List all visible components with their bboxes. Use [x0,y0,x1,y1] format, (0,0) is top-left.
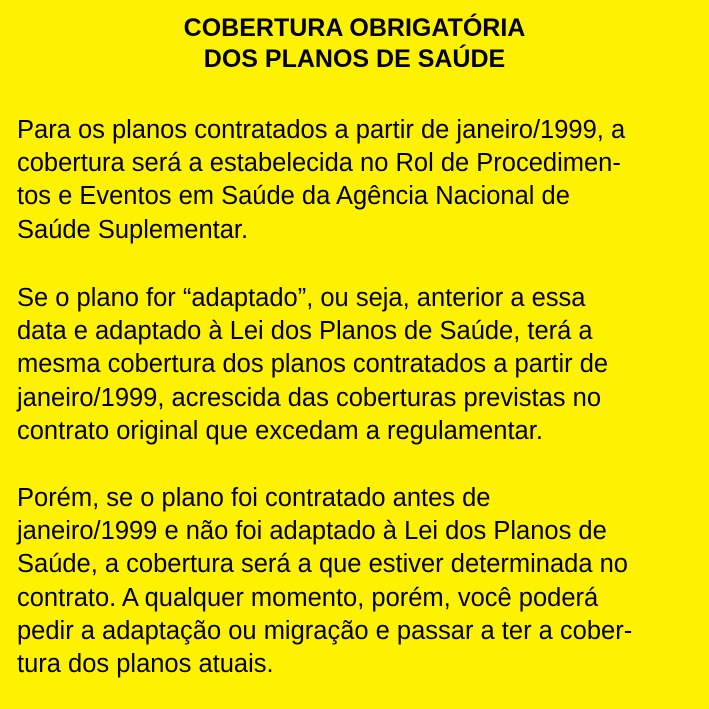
paragraph-adapted-plans [17,282,707,448]
paragraph-line: Se o plano for “adaptado”, ou seja, anterior a essa [17,284,586,312]
title-line-1: COBERTURA OBRIGATÓRIA [183,14,526,42]
paragraph-line: janeiro/1999, acrescida das coberturas previstas no [17,383,601,412]
page-title [0,13,709,75]
paragraph-new-plans [17,114,707,247]
paragraph-line: Saúde Suplementar. [17,215,249,244]
paragraph-line: contrato original que excedam a regulamentar. [17,416,543,445]
paragraph-line: cobertura será a estabelecida no Rol de Procedimen- [17,149,621,178]
paragraph-line: data e adaptado à Lei dos Planos de Saúde, terá a [17,317,593,346]
paragraph-line: contrato. A qualquer momento, porém, você poderá [17,583,599,612]
paragraph-old-plans [17,482,707,681]
paragraph-line: pedir a adaptação ou migração e passar a ter a cober- [17,616,633,645]
paragraph-line: janeiro/1999 e não foi adaptado à Lei dos Planos de [17,517,607,546]
paragraph-line: tos e Eventos em Saúde da Agência Nacional de [17,182,570,211]
paragraph-line: Para os planos contratados a partir de janeiro/1999, a [17,116,626,144]
paragraph-line: Saúde, a cobertura será a que estiver determinada no [17,550,628,579]
paragraph-line: mesma cobertura dos planos contratados a partir de [17,350,609,379]
paragraph-line: Porém, se o plano foi contratado antes de [17,484,491,512]
title-line-2: DOS PLANOS DE SAÚDE [203,45,506,73]
paragraph-line: tura dos planos atuais. [17,650,274,679]
